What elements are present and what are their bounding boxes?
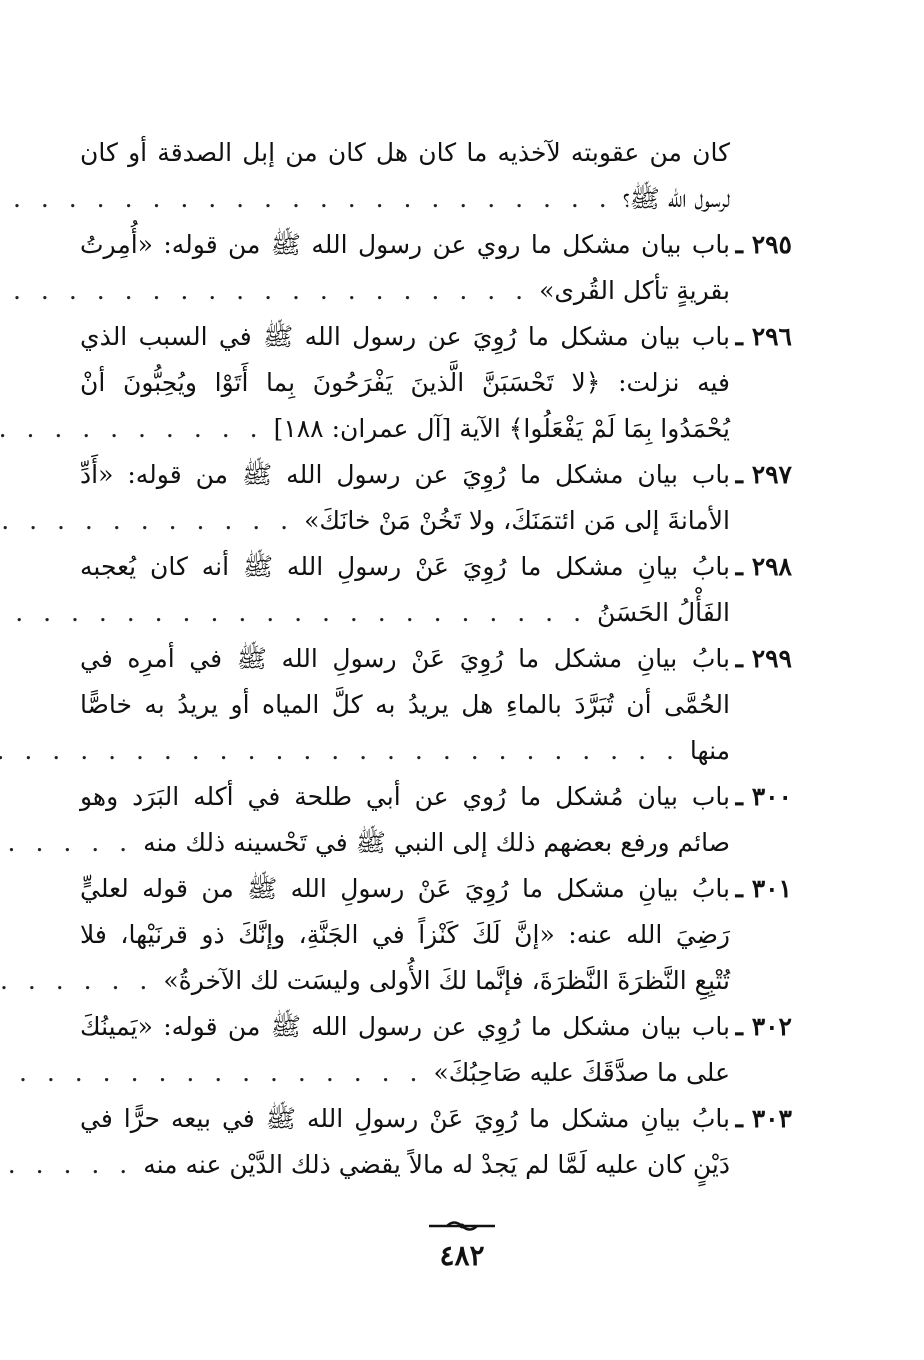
dot-leader [0, 728, 690, 774]
entry-text: بابُ بيانِ مشكل ما رُوِيَ عَنْ رسولِ الله ﷺ من قوله لعليٍّ [80, 874, 730, 903]
entry-text: بابُ بيانِ مشكل ما رُوِيَ عَنْ رسولِ الله ﷺ في بيعه حرًّا في [80, 1104, 730, 1133]
entry-text: باب بيان مشكل ما رُوِيَ عن رسول الله ﷺ في السبب الذي [80, 322, 730, 351]
dot-leader [0, 1142, 143, 1188]
toc-line [80, 176, 792, 222]
toc-line [80, 1096, 792, 1142]
toc-line [80, 314, 792, 360]
entry-text: الحُمَّى أن تُبَرَّدَ بالماءِ هل يريدُ به كلَّ المياه أو يريدُ به خاصًّا [80, 690, 730, 719]
dot-leader [0, 958, 163, 1004]
entry-text: منها [689, 736, 730, 765]
toc-entry [80, 636, 792, 774]
entry-number: ٣٠٢ ـ [735, 1012, 792, 1041]
toc-entry [80, 130, 792, 222]
toc-line [80, 912, 792, 958]
toc-entry [80, 866, 792, 1004]
toc-entry [80, 222, 792, 314]
entry-text: على ما صدَّقَكَ عليه صَاحِبُكَ» [433, 1058, 730, 1087]
toc-line [80, 406, 792, 452]
toc-entry [80, 1096, 792, 1188]
entry-number: ٢٩٧ ـ [735, 460, 792, 489]
entry-number: ٢٩٩ ـ [735, 644, 792, 673]
toc-line [80, 682, 792, 728]
entry-number: ٣٠٠ ـ [735, 782, 792, 811]
toc-line [80, 268, 792, 314]
entry-text: كان من عقوبته لآخذيه ما كان هل كان من إبل الصدقة أو كان [80, 138, 730, 167]
dot-leader [0, 406, 274, 452]
entry-text: باب بيان مشكل ما روي عن رسول الله ﷺ من قوله: «أُمِرتُ [80, 230, 730, 259]
dot-leader [0, 1050, 433, 1096]
toc-line [80, 452, 792, 498]
entry-text: باب بيان مشكل ما رُوِيَ عن رسول الله ﷺ من قوله: «أَدِّ [80, 460, 730, 489]
toc-line [80, 130, 792, 176]
entry-number: ٣٠١ ـ [735, 874, 792, 903]
entry-text: رَضِيَ الله عنه: «إنَّ لَكَ كَنْزاً في الجَنَّةِ، وإنَّكَ ذو قرنَيْها، فلا [80, 920, 730, 949]
page-number: ٤٨٢ [439, 1239, 485, 1272]
dot-leader [0, 820, 143, 866]
entry-text: بقريةٍ تأكل القُرى» [539, 276, 730, 305]
dot-leader [0, 498, 304, 544]
entry-number: ٣٠٣ ـ [735, 1104, 792, 1133]
toc-line [80, 820, 792, 866]
toc-line [80, 222, 792, 268]
toc-entry [80, 774, 792, 866]
toc-line [80, 1004, 792, 1050]
entry-text: دَيْنٍ كان عليه لَمَّا لم يَجدْ له مالاً يقضي ذلك الدَّيْن عنه منه [143, 1150, 730, 1179]
entry-number: ٢٩٨ ـ [735, 552, 792, 581]
entry-text: بابُ بيانِ مشكل ما رُوِيَ عَنْ رسولِ الله ﷺ في أمرِه في [80, 644, 730, 673]
toc-entry [80, 314, 792, 452]
entry-text: بابُ بيانِ مشكل ما رُوِيَ عَنْ رسولِ الله ﷺ أنه كان يُعجبه [80, 552, 730, 581]
entry-text: تُتْبِعِ النَّظرَةَ النَّظرَةَ، فإنَّما لكَ الأُولى وليسَت لك الآخرةُ» [163, 966, 730, 995]
toc-entry [80, 452, 792, 544]
entry-text: باب بيان مُشكل ما رُوي عن أبي طلحة في أكله البَرَد وهو [80, 782, 730, 811]
toc-line [80, 728, 792, 774]
entry-text: باب بيان مشكل ما رُوِي عن رسول الله ﷺ من قوله: «يَمينُكَ [80, 1012, 730, 1041]
toc-entry [80, 544, 792, 636]
toc-line [80, 958, 792, 1004]
table-of-contents [80, 130, 792, 1188]
toc-entry [80, 1004, 792, 1096]
page-footer [0, 1218, 924, 1272]
toc-line [80, 866, 792, 912]
entry-text: صائم ورفع بعضهم ذلك إلى النبي ﷺ في تَحْسينه ذلك منه [143, 828, 730, 857]
entry-text: الأمانةَ إلى مَن ائتمَنَكَ، ولا تَخُنْ مَنْ خانَكَ» [304, 506, 730, 535]
toc-line [80, 1050, 792, 1096]
toc-line [80, 360, 792, 406]
ornament-divider-icon [427, 1219, 497, 1233]
entry-text: فيه نزلت: ﴿لا تَحْسَبَنَّ الَّذينَ يَفْرَحُونَ بِما أَتَوْا ويُحِبُّونَ أنْ [80, 368, 730, 397]
toc-line [80, 498, 792, 544]
toc-line [80, 774, 792, 820]
toc-line [80, 636, 792, 682]
entry-number: ٢٩٥ ـ [735, 230, 792, 259]
toc-line [80, 1142, 792, 1188]
toc-line [80, 590, 792, 636]
dot-leader [0, 176, 623, 222]
entry-text: لرسول الله ﷺ؟ [622, 184, 730, 213]
dot-leader [0, 590, 597, 636]
dot-leader [0, 268, 539, 314]
entry-text: الفَأْلُ الحَسَنُ [597, 598, 730, 627]
toc-line [80, 544, 792, 590]
entry-text: يُحْمَدُوا بِمَا لَمْ يَفْعَلُوا﴾ الآية [آل عمران: ١٨٨] [273, 414, 730, 443]
entry-number: ٢٩٦ ـ [735, 322, 792, 351]
